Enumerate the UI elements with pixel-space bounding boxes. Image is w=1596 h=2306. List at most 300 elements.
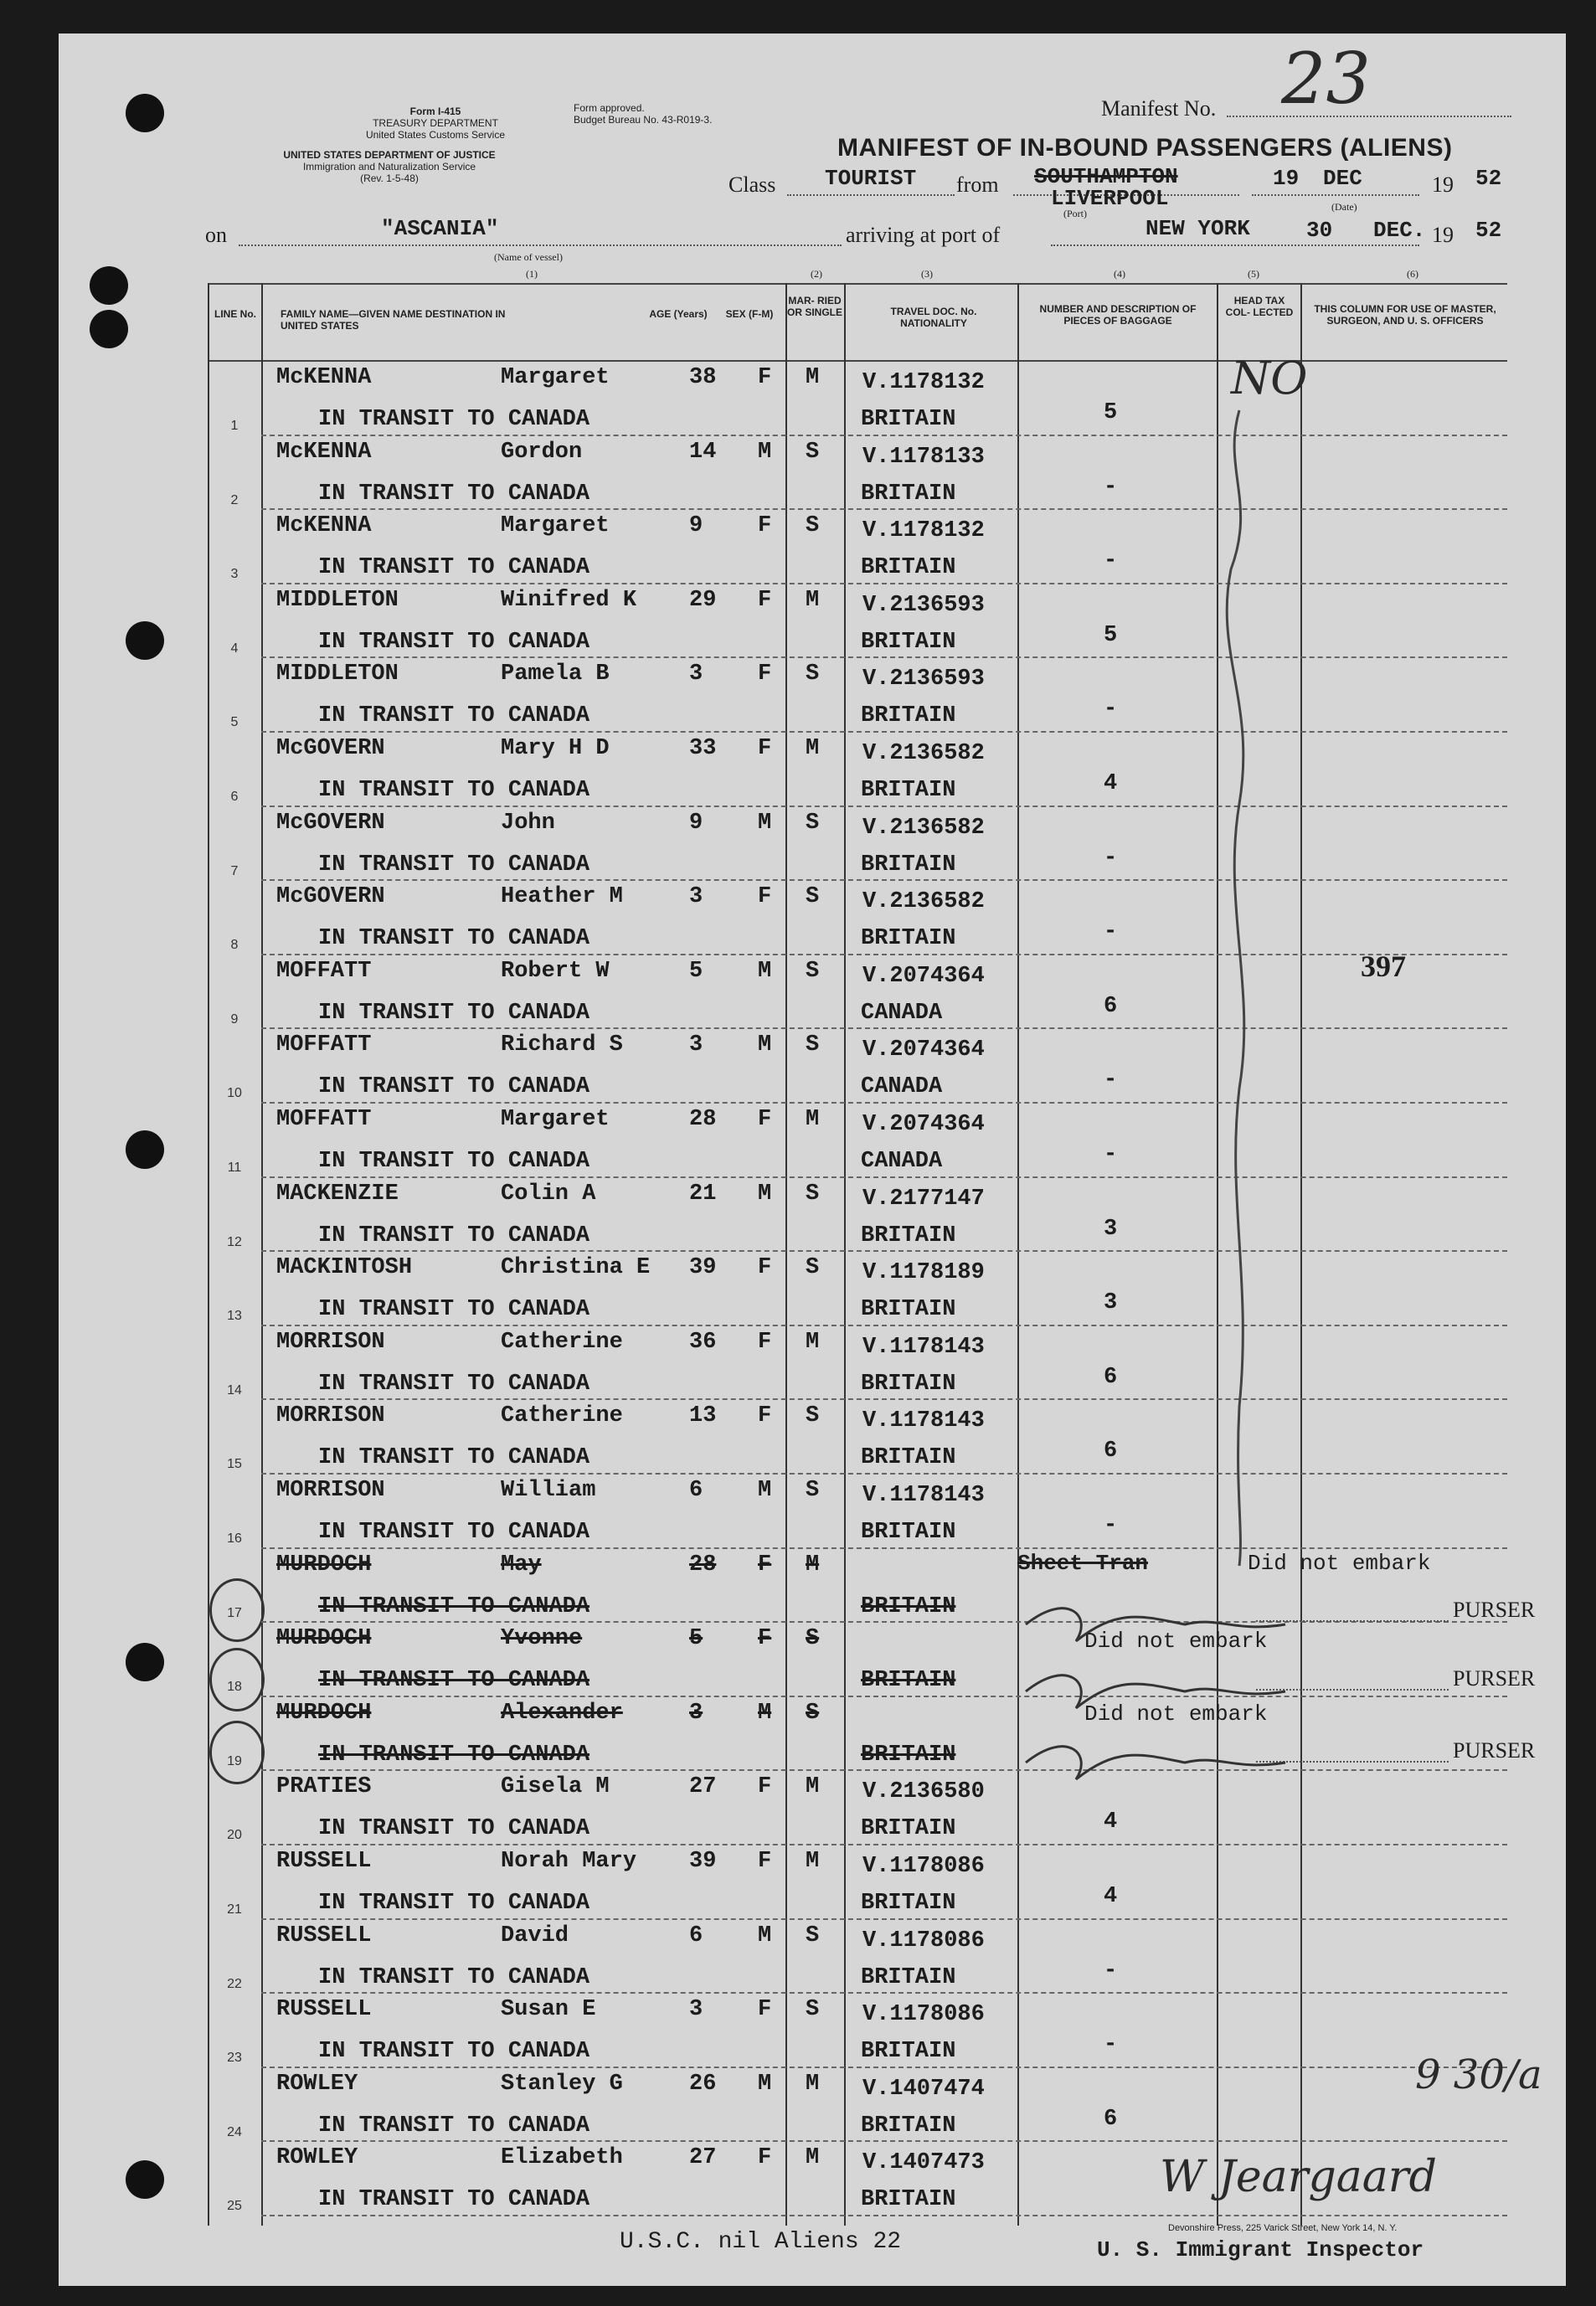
passenger-sex: F xyxy=(758,2145,772,2171)
passenger-marital-status: M xyxy=(806,365,820,390)
passenger-marital-status: S xyxy=(806,958,820,984)
passenger-sex: M xyxy=(758,439,772,465)
rule-left xyxy=(208,283,209,2226)
rule-baggage xyxy=(1017,283,1019,2226)
passenger-given-name: William xyxy=(501,1478,596,1503)
passenger-nationality: BRITAIN xyxy=(861,852,956,878)
passenger-given-name: Winifred K xyxy=(501,587,637,613)
passenger-given-name: Catherine xyxy=(501,1329,623,1355)
class-label: Class xyxy=(728,172,776,197)
passenger-travel-doc: V.1178133 xyxy=(862,444,985,470)
passenger-marital-status: M xyxy=(806,1107,820,1132)
passenger-nationality: BRITAIN xyxy=(861,407,956,432)
head-tax-note: NO xyxy=(1231,352,1308,404)
passenger-sex: F xyxy=(758,1329,772,1355)
passenger-nationality: BRITAIN xyxy=(861,555,956,581)
line-number: 23 xyxy=(227,2051,242,2066)
passenger-given-name: May xyxy=(501,1552,542,1578)
passenger-marital-status: M xyxy=(806,1774,820,1800)
passenger-sex: F xyxy=(758,1626,772,1652)
line-number: 2 xyxy=(230,492,239,507)
row-divider xyxy=(261,879,1507,881)
not-embark-19: Did not embark xyxy=(1084,1701,1268,1727)
class-line xyxy=(787,194,955,196)
line-number: 9 xyxy=(230,1011,239,1027)
passenger-baggage: 4 xyxy=(1104,771,1118,796)
line-number: 10 xyxy=(227,1086,242,1101)
passenger-travel-doc: V.1178086 xyxy=(862,2002,985,2028)
col-line-no: LINE No. xyxy=(214,308,256,320)
treasury-dept: TREASURY DEPARTMENT xyxy=(373,117,498,129)
passenger-sex: F xyxy=(758,1552,772,1578)
passenger-marital-status: M xyxy=(806,2145,820,2171)
passenger-age: 38 xyxy=(689,365,717,390)
purser-signatures xyxy=(1017,1566,1336,1784)
col-head-tax: HEAD TAX COL- LECTED xyxy=(1225,295,1294,318)
passenger-destination: IN TRANSIT TO CANADA xyxy=(318,778,590,803)
passenger-age: 28 xyxy=(689,1552,717,1578)
passenger-nationality: BRITAIN xyxy=(861,1891,956,1916)
passenger-family-name: MOFFATT xyxy=(276,1107,372,1132)
passenger-sex: F xyxy=(758,1403,772,1429)
passenger-destination: IN TRANSIT TO CANADA xyxy=(318,703,590,729)
passenger-age: 39 xyxy=(689,1849,717,1874)
ins-heading: Immigration and Naturalization Service xyxy=(302,161,476,172)
inspector-stamp: U. S. Immigrant Inspector xyxy=(1097,2237,1424,2262)
passenger-travel-doc: V.2074364 xyxy=(862,1112,985,1137)
depart-year: 52 xyxy=(1475,166,1502,191)
passenger-sex: F xyxy=(758,736,772,761)
table-top-rule xyxy=(208,283,1507,285)
passenger-age: 29 xyxy=(689,587,717,613)
passenger-given-name: Margaret xyxy=(501,365,610,390)
passenger-family-name: MIDDLETON xyxy=(276,587,399,613)
passenger-sex: F xyxy=(758,1997,772,2023)
passenger-family-name: PRATIES xyxy=(276,1774,372,1800)
line-number: 11 xyxy=(227,1161,242,1175)
col-married: MAR- RIED OR SINGLE xyxy=(787,295,843,318)
passenger-age: 3 xyxy=(689,1997,703,2023)
line-number: 8 xyxy=(230,938,239,953)
passenger-age: 21 xyxy=(689,1181,717,1207)
passenger-destination: IN TRANSIT TO CANADA xyxy=(318,629,590,655)
depart-date-line xyxy=(1252,194,1419,196)
sheet-tran-note: Sheet Tran xyxy=(1017,1551,1149,1576)
passenger-family-name: McGOVERN xyxy=(276,884,385,910)
passenger-destination: IN TRANSIT TO CANADA xyxy=(318,555,590,581)
passenger-baggage: - xyxy=(1104,1068,1118,1094)
passenger-given-name: Norah Mary xyxy=(501,1849,637,1874)
passenger-family-name: McKENNA xyxy=(276,365,372,390)
passenger-family-name: MOFFATT xyxy=(276,958,372,984)
passenger-age: 9 xyxy=(689,513,703,539)
passenger-destination: IN TRANSIT TO CANADA xyxy=(318,1816,590,1842)
line-number: 3 xyxy=(230,567,239,582)
passenger-destination: IN TRANSIT TO CANADA xyxy=(318,2187,590,2213)
passenger-sex: M xyxy=(758,1478,772,1503)
revision: (Rev. 1-5-48) xyxy=(360,172,419,184)
head-tax-ditto-stroke xyxy=(1206,402,1273,1574)
depart-month: DEC xyxy=(1323,166,1362,191)
passenger-nationality: BRITAIN xyxy=(861,1964,956,1990)
table-header-rule xyxy=(208,360,1507,362)
passenger-travel-doc: V.2136580 xyxy=(862,1779,985,1805)
col-baggage: NUMBER AND DESCRIPTION OF PIECES OF BAGGAGE xyxy=(1039,303,1197,327)
passenger-sex: F xyxy=(758,1255,772,1281)
purser-17: PURSER xyxy=(1453,1598,1536,1622)
passenger-destination: IN TRANSIT TO CANADA xyxy=(318,2039,590,2065)
passenger-destination: IN TRANSIT TO CANADA xyxy=(318,407,590,432)
passenger-given-name: Colin A xyxy=(501,1181,596,1207)
passenger-marital-status: S xyxy=(806,884,820,910)
passenger-travel-doc: V.1178143 xyxy=(862,1334,985,1360)
passenger-family-name: MORRISON xyxy=(276,1329,385,1355)
row-divider xyxy=(261,1176,1507,1178)
passenger-sex: F xyxy=(758,587,772,613)
line-number: 14 xyxy=(227,1382,242,1397)
manifest-no-label: Manifest No. xyxy=(1101,96,1217,121)
passenger-given-name: John xyxy=(501,810,555,836)
row-divider xyxy=(261,1473,1507,1475)
row-divider xyxy=(261,1325,1507,1326)
passenger-family-name: McGOVERN xyxy=(276,736,385,761)
passenger-marital-status: S xyxy=(806,810,820,836)
passenger-family-name: RUSSELL xyxy=(276,1923,372,1948)
row-divider xyxy=(261,583,1507,584)
passenger-marital-status: S xyxy=(806,1032,820,1058)
passenger-marital-status: S xyxy=(806,1181,820,1207)
passenger-nationality: BRITAIN xyxy=(861,926,956,952)
passenger-nationality: BRITAIN xyxy=(861,778,956,803)
line-number: 5 xyxy=(230,715,239,730)
passenger-marital-status: M xyxy=(806,1329,820,1355)
rule-travel xyxy=(844,283,846,2226)
passenger-given-name: Robert W xyxy=(501,958,610,984)
passenger-sex: M xyxy=(758,958,772,984)
passenger-sex: M xyxy=(758,810,772,836)
row-divider xyxy=(261,806,1507,807)
passenger-age: 5 xyxy=(689,958,703,984)
line-number: 16 xyxy=(227,1531,242,1546)
passenger-marital-status: S xyxy=(806,439,820,465)
passenger-travel-doc: V.1178132 xyxy=(862,370,985,395)
line-number: 17 xyxy=(227,1605,242,1620)
arrival-year: 52 xyxy=(1475,218,1502,243)
col-num-5: (5) xyxy=(1248,268,1259,280)
row-divider xyxy=(261,435,1507,436)
passenger-nationality: BRITAIN xyxy=(861,1593,956,1619)
passenger-age: 13 xyxy=(689,1403,717,1429)
passenger-marital-status: S xyxy=(806,661,820,687)
passenger-destination: IN TRANSIT TO CANADA xyxy=(318,1742,590,1768)
passenger-given-name: Alexander xyxy=(501,1700,623,1726)
row-divider xyxy=(261,1102,1507,1104)
passenger-baggage: - xyxy=(1104,697,1118,723)
passenger-age: 33 xyxy=(689,736,717,761)
vessel-caption: (Name of vessel) xyxy=(494,251,563,263)
passenger-destination: IN TRANSIT TO CANADA xyxy=(318,1891,590,1916)
passenger-family-name: McGOVERN xyxy=(276,810,385,836)
binder-hole xyxy=(126,2160,164,2199)
row-divider xyxy=(261,1027,1507,1029)
line-number: 24 xyxy=(227,2124,242,2139)
passenger-baggage: 5 xyxy=(1104,400,1118,425)
manifest-number: 23 xyxy=(1281,38,1371,120)
passenger-age: 3 xyxy=(689,661,703,687)
passenger-travel-doc: V.2074364 xyxy=(862,963,985,989)
form-approved: Form approved. xyxy=(574,102,645,114)
passenger-age: 5 xyxy=(689,1626,703,1652)
usc-aliens-count: U.S.C. nil Aliens 22 xyxy=(620,2229,902,2255)
passenger-travel-doc: V.1178189 xyxy=(862,1260,985,1286)
passenger-destination: IN TRANSIT TO CANADA xyxy=(318,852,590,878)
count-397: 397 xyxy=(1361,950,1406,983)
depart-year-prefix: 19 xyxy=(1432,172,1454,197)
on-label: on xyxy=(205,223,227,247)
passenger-nationality: CANADA xyxy=(861,1149,943,1174)
passenger-destination: IN TRANSIT TO CANADA xyxy=(318,1668,590,1694)
passenger-age: 26 xyxy=(689,2071,717,2097)
passenger-family-name: MORRISON xyxy=(276,1478,385,1503)
binder-hole xyxy=(126,1130,164,1169)
passenger-travel-doc: V.1178132 xyxy=(862,518,985,544)
passenger-given-name: Margaret xyxy=(501,1107,610,1132)
passenger-travel-doc: V.2136582 xyxy=(862,815,985,841)
passenger-nationality: BRITAIN xyxy=(861,1668,956,1694)
from-struck: SOUTHAMPTON xyxy=(1034,164,1178,189)
passenger-family-name: MURDOCH xyxy=(276,1700,372,1726)
line-number: 19 xyxy=(227,1753,242,1768)
passenger-marital-status: S xyxy=(806,1478,820,1503)
passenger-sex: M xyxy=(758,1032,772,1058)
passenger-nationality: BRITAIN xyxy=(861,2039,956,2065)
passenger-marital-status: M xyxy=(806,736,820,761)
arrival-year-prefix: 19 xyxy=(1432,223,1454,247)
passenger-marital-status: S xyxy=(806,1997,820,2023)
passenger-given-name: Yvonne xyxy=(501,1626,583,1652)
passenger-sex: M xyxy=(758,1923,772,1948)
passenger-baggage: - xyxy=(1104,1142,1118,1167)
passenger-age: 6 xyxy=(689,1923,703,1948)
passenger-age: 6 xyxy=(689,1478,703,1503)
passenger-destination: IN TRANSIT TO CANADA xyxy=(318,1149,590,1174)
passenger-nationality: BRITAIN xyxy=(861,481,956,507)
passenger-baggage: 6 xyxy=(1104,1439,1118,1464)
passenger-travel-doc: V.1178086 xyxy=(862,1928,985,1953)
passenger-sex: F xyxy=(758,1849,772,1874)
arrival-line xyxy=(1051,244,1419,246)
line-number: 12 xyxy=(227,1234,242,1249)
binder-hole xyxy=(90,266,128,305)
passenger-destination: IN TRANSIT TO CANADA xyxy=(318,481,590,507)
passenger-nationality: BRITAIN xyxy=(861,629,956,655)
passenger-age: 3 xyxy=(689,1032,703,1058)
line-number: 7 xyxy=(230,863,239,878)
row-divider xyxy=(261,2140,1507,2142)
passenger-given-name: Richard S xyxy=(501,1032,623,1058)
passenger-given-name: Catherine xyxy=(501,1403,623,1429)
line-number: 13 xyxy=(227,1309,242,1324)
passenger-family-name: ROWLEY xyxy=(276,2145,358,2171)
passenger-baggage: 3 xyxy=(1104,1216,1118,1242)
passenger-travel-doc: V.1407474 xyxy=(862,2076,985,2102)
form-number: Form I-415 xyxy=(409,106,461,117)
passenger-nationality: BRITAIN xyxy=(861,1816,956,1842)
row-divider xyxy=(261,508,1507,510)
passenger-sex: F xyxy=(758,1107,772,1132)
arrival-day: 30 xyxy=(1306,218,1333,243)
passenger-travel-doc: V.2177147 xyxy=(862,1186,985,1212)
passenger-age: 3 xyxy=(689,1700,703,1726)
passenger-family-name: MURDOCH xyxy=(276,1626,372,1652)
passenger-given-name: Susan E xyxy=(501,1997,596,2023)
date-caption: (Date) xyxy=(1331,201,1357,213)
passenger-given-name: Gisela M xyxy=(501,1774,610,1800)
col-num-6: (6) xyxy=(1407,268,1418,280)
passenger-given-name: Gordon xyxy=(501,439,583,465)
passenger-age: 36 xyxy=(689,1329,717,1355)
line-number: 15 xyxy=(227,1457,242,1472)
passenger-family-name: MACKENZIE xyxy=(276,1181,399,1207)
row-divider xyxy=(261,1844,1507,1845)
passenger-baggage: 4 xyxy=(1104,1809,1118,1835)
binder-hole xyxy=(90,310,128,348)
passenger-baggage: 6 xyxy=(1104,993,1118,1019)
passenger-nationality: BRITAIN xyxy=(861,1445,956,1471)
passenger-travel-doc: V.2136593 xyxy=(862,592,985,618)
passenger-marital-status: M xyxy=(806,2071,820,2097)
passenger-travel-doc: V.1178143 xyxy=(862,1483,985,1508)
line-number: 21 xyxy=(227,1902,242,1917)
passenger-sex: M xyxy=(758,2071,772,2097)
line-number: 6 xyxy=(230,790,239,804)
passenger-nationality: CANADA xyxy=(861,1000,943,1026)
passenger-age: 28 xyxy=(689,1107,717,1132)
col-num-2: (2) xyxy=(811,268,822,280)
row-divider xyxy=(261,1992,1507,1994)
binder-hole xyxy=(126,621,164,660)
passenger-given-name: Elizabeth xyxy=(501,2145,623,2171)
passenger-sex: F xyxy=(758,513,772,539)
passenger-destination: IN TRANSIT TO CANADA xyxy=(318,926,590,952)
passenger-destination: IN TRANSIT TO CANADA xyxy=(318,1222,590,1248)
rule-married xyxy=(785,283,787,2226)
passenger-baggage: 3 xyxy=(1104,1290,1118,1316)
passenger-age: 9 xyxy=(689,810,703,836)
class-value: TOURIST xyxy=(825,166,917,191)
passenger-family-name: ROWLEY xyxy=(276,2071,358,2097)
passenger-baggage: - xyxy=(1104,2032,1118,2058)
not-embark-18: Did not embark xyxy=(1084,1629,1268,1654)
line-number: 22 xyxy=(227,1976,242,1991)
row-divider xyxy=(261,1398,1507,1400)
not-embark-17: Did not embark xyxy=(1248,1551,1431,1576)
row-divider xyxy=(261,656,1507,658)
passenger-travel-doc: V.1178143 xyxy=(862,1408,985,1434)
from-label: from xyxy=(956,172,999,197)
line-number: 4 xyxy=(230,641,239,656)
arrival-month: DEC. xyxy=(1373,218,1426,243)
passenger-nationality: BRITAIN xyxy=(861,1742,956,1768)
row-divider xyxy=(261,954,1507,955)
passenger-travel-doc: V.1407473 xyxy=(862,2150,985,2176)
col-num-4: (4) xyxy=(1114,268,1125,280)
passenger-baggage: - xyxy=(1104,845,1118,871)
arriving-label: arriving at port of xyxy=(846,223,1001,247)
passenger-baggage: 4 xyxy=(1104,1884,1118,1909)
passenger-given-name: Pamela B xyxy=(501,661,610,687)
passenger-marital-status: S xyxy=(806,1403,820,1429)
line-number: 18 xyxy=(227,1680,242,1695)
passenger-sex: F xyxy=(758,1774,772,1800)
from-port: LIVERPOOL xyxy=(1051,186,1169,211)
passenger-baggage: - xyxy=(1104,1958,1118,1984)
passenger-nationality: CANADA xyxy=(861,1074,943,1100)
binder-hole xyxy=(126,94,164,132)
page-title: MANIFEST OF IN-BOUND PASSENGERS (ALIENS) xyxy=(837,134,1453,162)
passenger-nationality: BRITAIN xyxy=(861,1297,956,1323)
doj-heading: UNITED STATES DEPARTMENT OF JUSTICE xyxy=(283,149,496,161)
passenger-age: 27 xyxy=(689,1774,717,1800)
line-number: 20 xyxy=(227,1828,242,1843)
passenger-marital-status: S xyxy=(806,1700,820,1726)
passenger-destination: IN TRANSIT TO CANADA xyxy=(318,1371,590,1397)
passenger-given-name: David xyxy=(501,1923,569,1948)
binder-hole xyxy=(126,1643,164,1681)
passenger-destination: IN TRANSIT TO CANADA xyxy=(318,1593,590,1619)
vessel-name: "ASCANIA" xyxy=(381,216,499,241)
circled-mark xyxy=(209,1721,265,1784)
passenger-family-name: MIDDLETON xyxy=(276,661,399,687)
passenger-sex: F xyxy=(758,365,772,390)
vessel-line xyxy=(239,244,842,246)
press-imprint: Devonshire Press, 225 Varick Street, New York 14, N. Y. xyxy=(1168,2223,1398,2233)
passenger-travel-doc: V.1178086 xyxy=(862,1854,985,1879)
passenger-marital-status: S xyxy=(806,513,820,539)
col-officers: THIS COLUMN FOR USE OF MASTER, SURGEON, AND U. S. OFFICERS xyxy=(1314,303,1496,327)
row-divider xyxy=(261,2067,1507,2068)
passenger-age: 39 xyxy=(689,1255,717,1281)
passenger-nationality: BRITAIN xyxy=(861,1222,956,1248)
passenger-destination: IN TRANSIT TO CANADA xyxy=(318,1000,590,1026)
row-divider xyxy=(261,731,1507,733)
purser-18: PURSER xyxy=(1453,1666,1536,1691)
passenger-age: 14 xyxy=(689,439,717,465)
passenger-nationality: BRITAIN xyxy=(861,1520,956,1545)
purser-19: PURSER xyxy=(1453,1738,1536,1763)
passenger-family-name: McKENNA xyxy=(276,513,372,539)
row-divider xyxy=(261,1918,1507,1920)
col-sex: SEX (F-M) xyxy=(725,308,774,320)
passenger-nationality: BRITAIN xyxy=(861,2113,956,2139)
passenger-family-name: MACKINTOSH xyxy=(276,1255,413,1281)
passenger-marital-status: M xyxy=(806,1552,820,1578)
passenger-marital-status: M xyxy=(806,587,820,613)
passenger-destination: IN TRANSIT TO CANADA xyxy=(318,1520,590,1545)
line-number: 1 xyxy=(230,419,239,433)
line-number: 25 xyxy=(227,2199,242,2214)
passenger-destination: IN TRANSIT TO CANADA xyxy=(318,1964,590,1990)
row-divider xyxy=(261,1547,1507,1549)
passenger-baggage: 5 xyxy=(1104,622,1118,648)
port-caption: (Port) xyxy=(1063,208,1087,219)
passenger-destination: IN TRANSIT TO CANADA xyxy=(318,1297,590,1323)
passenger-marital-status: M xyxy=(806,1849,820,1874)
arrival-port: NEW YORK xyxy=(1146,216,1250,241)
passenger-destination: IN TRANSIT TO CANADA xyxy=(318,1074,590,1100)
passenger-marital-status: S xyxy=(806,1255,820,1281)
row-divider xyxy=(261,1250,1507,1252)
